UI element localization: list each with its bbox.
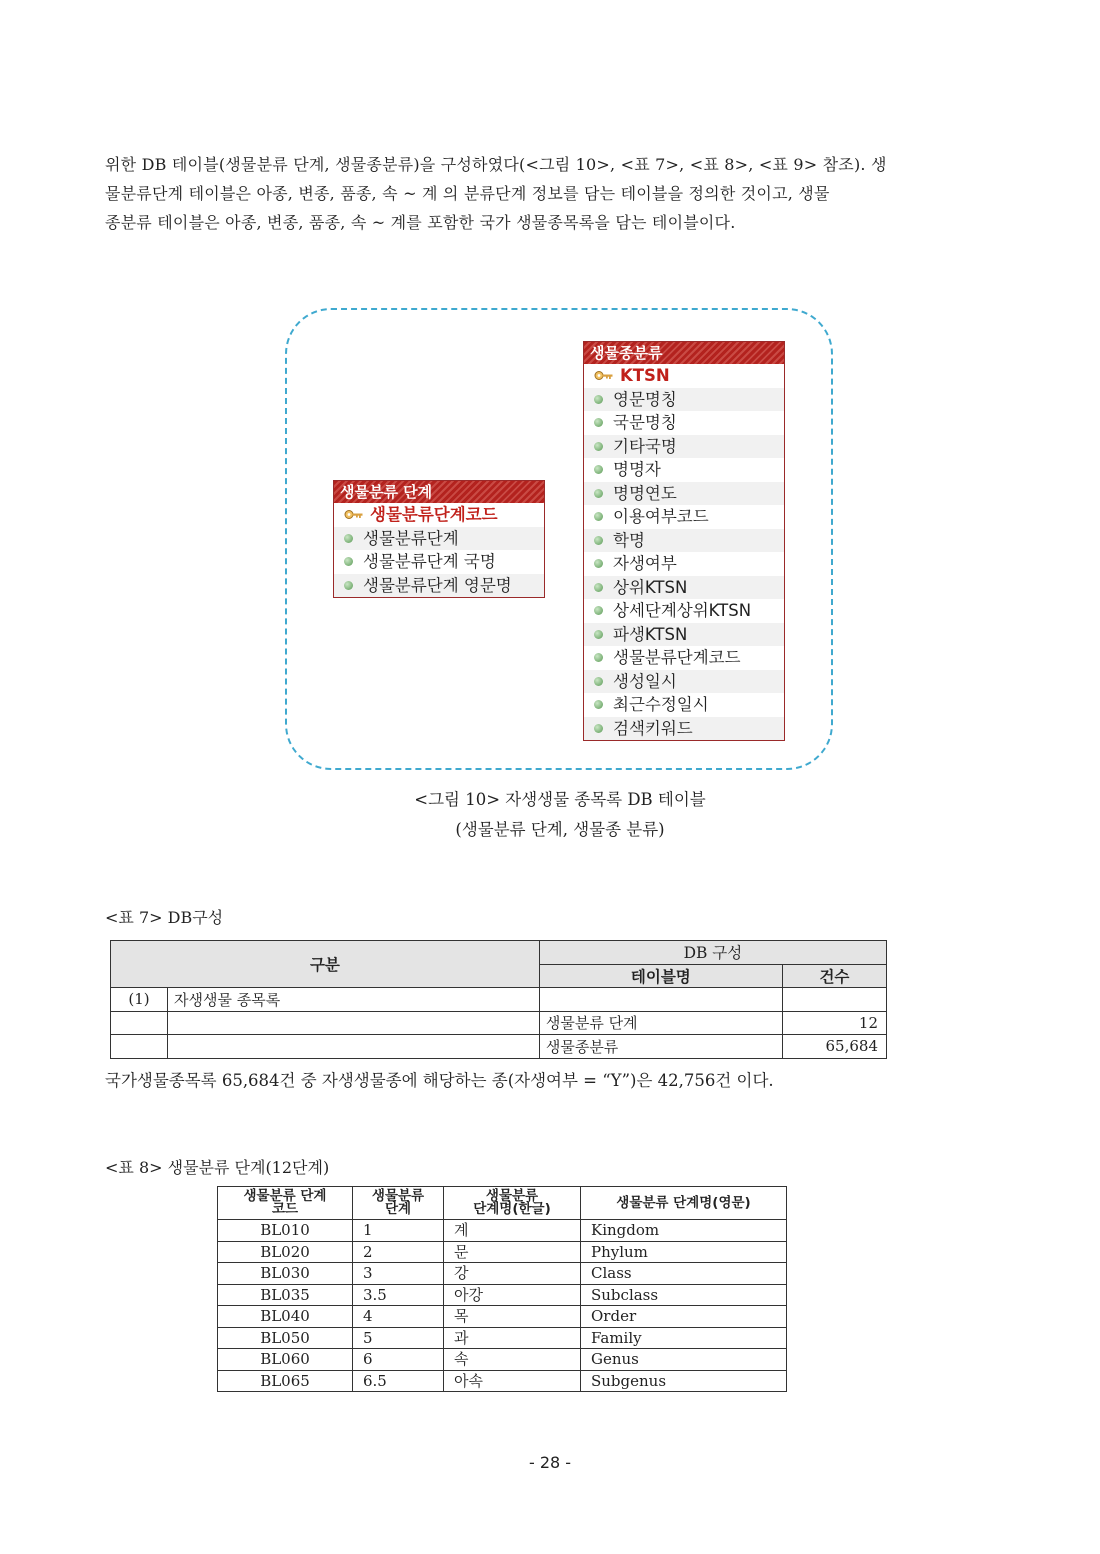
field-label: 기타국명 bbox=[613, 436, 677, 456]
field-dot-icon bbox=[594, 489, 603, 498]
table8-cell: 1 bbox=[353, 1220, 444, 1242]
header-text: 생물분류 단계 bbox=[371, 1188, 425, 1217]
field-label: 생성일시 bbox=[613, 671, 677, 691]
table-field bbox=[584, 646, 784, 670]
table8-cell: Subclass bbox=[581, 1284, 787, 1306]
figure-caption-line2: (생물분류 단계, 생물종 분류) bbox=[455, 820, 665, 839]
table-row bbox=[218, 1306, 787, 1328]
table-field bbox=[334, 574, 544, 598]
field-dot-icon bbox=[594, 536, 603, 545]
table-field bbox=[584, 529, 784, 553]
table8-cell: Family bbox=[581, 1327, 787, 1349]
table8-header bbox=[353, 1187, 444, 1220]
table8-cell: Kingdom bbox=[581, 1220, 787, 1242]
table7-count: 12 bbox=[782, 1011, 886, 1035]
table8-cell: 2 bbox=[353, 1241, 444, 1263]
table-field bbox=[334, 527, 544, 551]
table8-cell: 3.5 bbox=[353, 1284, 444, 1306]
table-row bbox=[218, 1327, 787, 1349]
field-dot-icon bbox=[594, 583, 603, 592]
key-icon bbox=[594, 370, 614, 381]
table8-cell: 6.5 bbox=[353, 1370, 444, 1392]
intro-paragraph bbox=[105, 150, 995, 237]
field-label: 검색키워드 bbox=[613, 718, 693, 738]
table7-count: 65,684 bbox=[782, 1035, 886, 1059]
table-field bbox=[584, 435, 784, 459]
table8-cell: BL010 bbox=[218, 1220, 353, 1242]
field-dot-icon bbox=[344, 557, 353, 566]
table-row bbox=[218, 1220, 787, 1242]
field-label: 상세단계상위KTSN bbox=[613, 601, 752, 620]
field-label: 생물분류단계코드 bbox=[370, 505, 498, 524]
table8-cell: 5 bbox=[353, 1327, 444, 1349]
figure-caption-line1: <그림 10> 자생생물 종목록 DB 테이블 bbox=[414, 790, 706, 809]
intro-line: 종분류 테이블은 아종, 변종, 품종, 속 ~ 계를 포함한 국가 생물종목록을 담는 테이블이다. bbox=[105, 213, 736, 232]
table-field bbox=[584, 482, 784, 506]
field-label: 명명자 bbox=[613, 460, 661, 479]
field-dot-icon bbox=[594, 677, 603, 686]
table-field bbox=[584, 599, 784, 623]
table7-table-name: 생물분류 단계 bbox=[539, 1011, 782, 1035]
table-field bbox=[584, 505, 784, 529]
table-field bbox=[584, 388, 784, 412]
table-field bbox=[584, 411, 784, 435]
table-row bbox=[218, 1263, 787, 1285]
field-dot-icon bbox=[594, 700, 603, 709]
table8-cell: 4 bbox=[353, 1306, 444, 1328]
table-row bbox=[218, 1370, 787, 1392]
table8-cell: BL050 bbox=[218, 1327, 353, 1349]
header-text: 생물분류 단계명(영문) bbox=[616, 1194, 751, 1211]
table7-header-db: DB 구성 bbox=[539, 941, 886, 965]
table7-caption: <표 7> DB구성 bbox=[105, 908, 224, 927]
table-row bbox=[218, 1284, 787, 1306]
field-dot-icon bbox=[594, 630, 603, 639]
field-label: 이용여부코드 bbox=[613, 507, 709, 526]
field-dot-icon bbox=[344, 581, 353, 590]
table7-row-no: (1) bbox=[111, 988, 168, 1012]
table-card-taxon-level bbox=[333, 480, 545, 598]
field-dot-icon bbox=[594, 606, 603, 615]
table7-header-group: 구분 bbox=[111, 941, 540, 988]
field-label: 최근수정일시 bbox=[613, 695, 709, 714]
table-row bbox=[218, 1349, 787, 1371]
field-label: 국문명칭 bbox=[613, 413, 677, 432]
table-field bbox=[584, 576, 784, 600]
field-dot-icon bbox=[594, 724, 603, 733]
table8-header bbox=[444, 1187, 581, 1220]
table8-cell: 문 bbox=[444, 1241, 581, 1263]
field-label: 생물분류단계 bbox=[363, 528, 459, 548]
field-label: 생물분류단계 국명 bbox=[363, 552, 496, 571]
table8-caption: <표 8> 생물분류 단계(12단계) bbox=[105, 1158, 330, 1177]
field-dot-icon bbox=[594, 418, 603, 427]
key-icon bbox=[344, 509, 364, 520]
table-row bbox=[218, 1241, 787, 1263]
table8-cell: 계 bbox=[444, 1220, 581, 1242]
table7-table-name: 생물종분류 bbox=[539, 1035, 782, 1059]
table8-cell: 3 bbox=[353, 1263, 444, 1285]
page-number: - 28 - bbox=[528, 1453, 572, 1472]
field-dot-icon bbox=[594, 653, 603, 662]
header-text: 생물분류 단계명(한글) bbox=[473, 1188, 551, 1217]
table-field bbox=[584, 670, 784, 694]
primary-key-field bbox=[334, 503, 544, 527]
table7-header-count: 건수 bbox=[782, 964, 886, 988]
table8-cell: Order bbox=[581, 1306, 787, 1328]
table8-cell: 6 bbox=[353, 1349, 444, 1371]
table-row bbox=[111, 1011, 887, 1035]
field-label: 학명 bbox=[613, 530, 645, 550]
primary-key-field bbox=[584, 364, 784, 388]
table-field bbox=[584, 717, 784, 741]
field-label: 생물분류단계 영문명 bbox=[363, 575, 512, 595]
field-label: 파생KTSN bbox=[613, 624, 688, 644]
table8 bbox=[217, 1186, 787, 1392]
table8-cell: 목 bbox=[444, 1306, 581, 1328]
table7-row-name: 자생생물 종목록 bbox=[168, 988, 540, 1012]
table7-note: 국가생물종목록 65,684건 중 자생생물종에 해당하는 종(자생여부 = “Y”)은 42,756건 이다. bbox=[105, 1071, 774, 1090]
table-field bbox=[584, 623, 784, 647]
field-dot-icon bbox=[594, 395, 603, 404]
table8-header bbox=[581, 1187, 787, 1220]
table8-cell: BL060 bbox=[218, 1349, 353, 1371]
intro-line: 위한 DB 테이블(생물분류 단계, 생물종분류)을 구성하였다(<그림 10>, <표 7>, <표 8>, <표 9> 참조). 생 bbox=[105, 155, 887, 174]
table-field bbox=[584, 458, 784, 482]
table8-cell: BL065 bbox=[218, 1370, 353, 1392]
table-card-title: 생물종분류 bbox=[584, 342, 784, 364]
field-label: 상위KTSN bbox=[613, 577, 688, 597]
table-field bbox=[334, 550, 544, 574]
field-dot-icon bbox=[594, 559, 603, 568]
field-label: 영문명칭 bbox=[613, 389, 677, 409]
field-label: 자생여부 bbox=[613, 554, 677, 573]
table-row bbox=[111, 1035, 887, 1059]
table8-cell: 아속 bbox=[444, 1370, 581, 1392]
table8-cell: Phylum bbox=[581, 1241, 787, 1263]
field-dot-icon bbox=[594, 512, 603, 521]
table8-cell: Genus bbox=[581, 1349, 787, 1371]
table8-cell: 과 bbox=[444, 1327, 581, 1349]
field-dot-icon bbox=[344, 534, 353, 543]
table8-cell: Subgenus bbox=[581, 1370, 787, 1392]
table-field bbox=[584, 552, 784, 576]
table8-cell: 속 bbox=[444, 1349, 581, 1371]
table8-cell: BL020 bbox=[218, 1241, 353, 1263]
field-label: 명명연도 bbox=[613, 483, 677, 503]
table7-header-table-name: 테이블명 bbox=[539, 964, 782, 988]
table8-cell: BL035 bbox=[218, 1284, 353, 1306]
field-dot-icon bbox=[594, 442, 603, 451]
table-field bbox=[584, 693, 784, 717]
table8-cell: Class bbox=[581, 1263, 787, 1285]
table-row bbox=[111, 988, 887, 1012]
field-label: KTSN bbox=[620, 366, 670, 385]
table-card-species bbox=[583, 341, 785, 741]
table8-cell: 아강 bbox=[444, 1284, 581, 1306]
header-text: 생물분류 단계 코드 bbox=[243, 1188, 327, 1217]
field-dot-icon bbox=[594, 465, 603, 474]
intro-line: 물분류단계 테이블은 아종, 변종, 품종, 속 ~ 계 의 분류단계 정보를 담는 테이블을 정의한 것이고, 생물 bbox=[105, 184, 830, 203]
table-card-title: 생물분류 단계 bbox=[334, 481, 544, 503]
table8-header bbox=[218, 1187, 353, 1220]
field-label: 생물분류단계코드 bbox=[613, 648, 741, 667]
table8-cell: BL030 bbox=[218, 1263, 353, 1285]
table8-cell: BL040 bbox=[218, 1306, 353, 1328]
table7 bbox=[110, 940, 887, 1059]
table8-cell: 강 bbox=[444, 1263, 581, 1285]
